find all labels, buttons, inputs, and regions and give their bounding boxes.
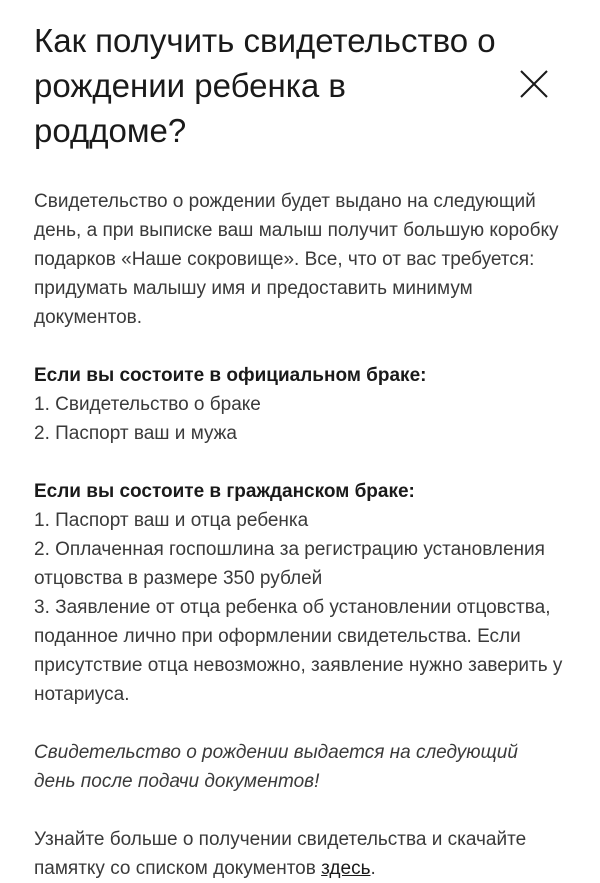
footer-text-body: Узнайте больше о получении свидетельства и скачайте памятку со списком документов [34, 829, 527, 879]
civil-marriage-heading: Если вы состоите в гражданском браке: [34, 481, 415, 502]
note-text: Свидетельство о рождении выдается на следующий день после подачи документов! [34, 742, 518, 792]
modal-content [34, 187, 564, 883]
intro-text: Свидетельство о рождении будет выдано на следующий день, а при выписке ваш малыш получит большую коробку подарков «Наше сокровище». Все, что от вас требуется: придумать малышу имя и предоставить минимум документов. [34, 191, 559, 328]
list-item: 2. Паспорт ваш и мужа [34, 423, 237, 444]
download-link[interactable]: здесь [321, 858, 371, 879]
modal-title: Как получить свидетельство о рождении ребенка в роддоме? [34, 22, 496, 149]
footer-text [34, 825, 564, 883]
civil-marriage-section [34, 477, 564, 709]
official-marriage-list [34, 390, 564, 448]
footer-text-end: . [370, 858, 376, 879]
list-item: 1. Паспорт ваш и отца ребенка [34, 510, 309, 531]
close-button[interactable] [512, 62, 556, 106]
list-item: 3. Заявление от отца ребенка об установлении отцовства, поданное лично при оформлении свидетельства. Если присутствие отца невозможно, заявление нужно заверить у нотариуса. [34, 597, 563, 705]
list-item: 1. Свидетельство о браке [34, 394, 261, 415]
civil-marriage-list [34, 506, 564, 709]
official-marriage-heading: Если вы состоите в официальном браке: [34, 365, 427, 386]
official-marriage-section [34, 361, 564, 448]
close-icon [512, 62, 556, 106]
list-item: 2. Оплаченная госпошлина за регистрацию установления отцовства в размере 350 рублей [34, 539, 545, 589]
